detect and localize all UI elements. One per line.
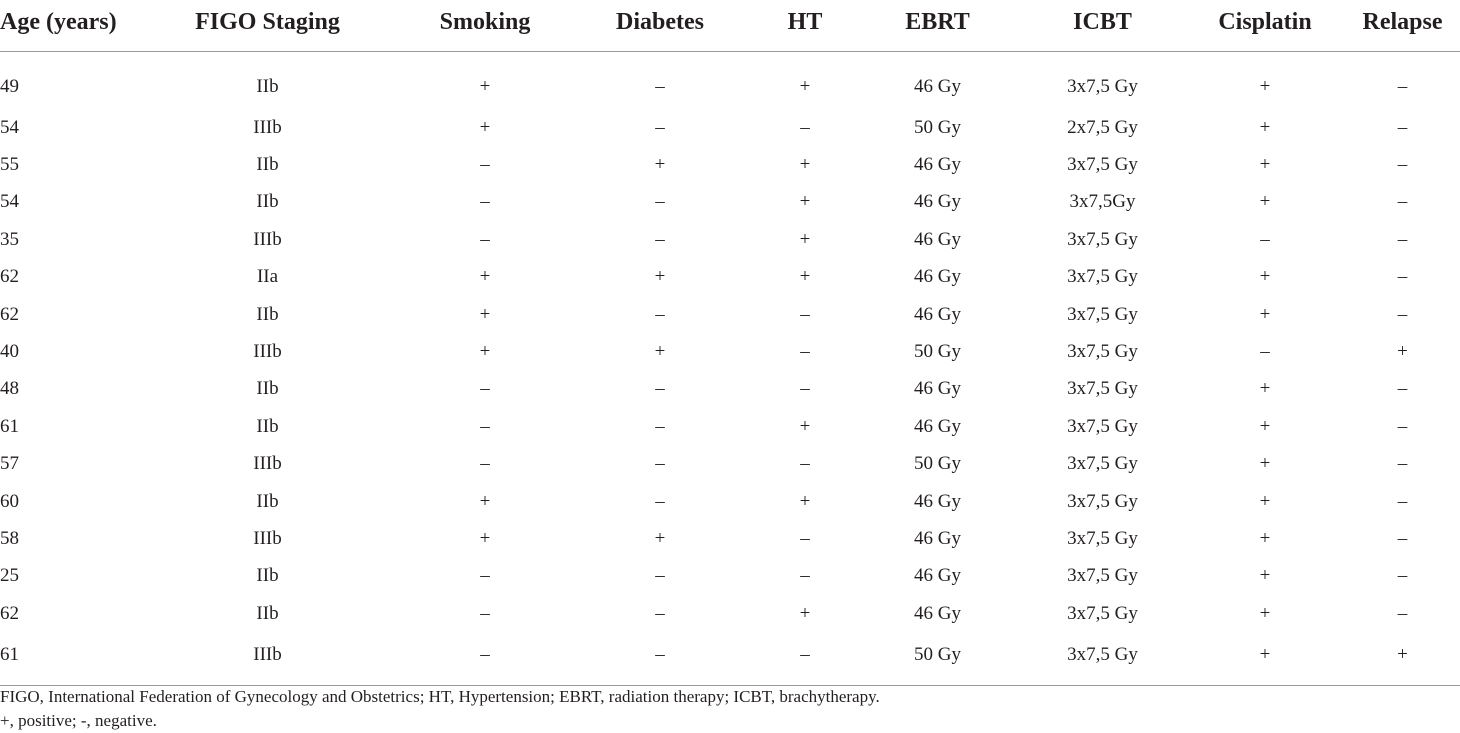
cell-ht: – xyxy=(800,341,810,363)
cell-age: 40 xyxy=(0,341,19,363)
cell-ebrt: 46 Gy xyxy=(914,490,961,512)
cell-age: 54 xyxy=(0,191,19,213)
header-relapse: Relapse xyxy=(1345,0,1460,52)
cell-diabetes: + xyxy=(654,154,666,176)
cell-relapse: – xyxy=(1397,75,1408,97)
cell-ebrt: 46 Gy xyxy=(914,565,961,587)
cell-icbt: 3x7,5 Gy xyxy=(1020,632,1185,686)
cell-ht: – xyxy=(800,453,810,475)
cell-ebrt: 46 Gy xyxy=(914,602,961,624)
cell-smoking: – xyxy=(480,565,490,587)
header-diabetes: Diabetes xyxy=(565,0,755,52)
cell-smoking: – xyxy=(480,602,490,624)
cell-relapse: – xyxy=(1397,303,1408,325)
cell-age: 35 xyxy=(0,228,19,250)
table-row xyxy=(0,558,1460,595)
cell-ht: + xyxy=(799,266,811,288)
cell-ebrt: 46 Gy xyxy=(914,154,961,176)
cell-cisplatin: + xyxy=(1259,75,1271,97)
cell-age: 58 xyxy=(0,527,19,549)
cell-cisplatin: + xyxy=(1259,415,1271,437)
cell-age: 62 xyxy=(0,266,19,288)
cell-smoking: + xyxy=(479,527,491,549)
cell-smoking: + xyxy=(479,490,491,512)
header-icbt: ICBT xyxy=(1020,0,1185,52)
cell-diabetes: – xyxy=(655,415,665,437)
header-ebrt: EBRT xyxy=(855,0,1020,52)
header-cisplatin: Cisplatin xyxy=(1185,0,1345,52)
cell-ht: – xyxy=(800,378,810,400)
cell-ebrt: 46 Gy xyxy=(914,266,961,288)
cell-ht: + xyxy=(799,75,811,97)
cell-diabetes: – xyxy=(655,378,665,400)
cell-figo-staging: IIb xyxy=(256,75,279,97)
cell-icbt: 3x7,5 Gy xyxy=(1067,75,1138,97)
cell-ht: – xyxy=(800,527,810,549)
cell-figo-staging: IIb xyxy=(256,303,279,325)
cell-icbt: 3x7,5 Gy xyxy=(1067,490,1138,512)
cell-cisplatin: + xyxy=(1259,602,1271,624)
cell-figo-staging: IIb xyxy=(256,415,279,437)
cell-diabetes: + xyxy=(654,527,666,549)
cell-ebrt: 46 Gy xyxy=(914,378,961,400)
cell-relapse: – xyxy=(1397,116,1408,138)
cell-icbt: 3x7,5 Gy xyxy=(1067,378,1138,400)
cell-smoking: – xyxy=(480,415,490,437)
cell-icbt: 3x7,5 Gy xyxy=(1067,303,1138,325)
cell-age: 48 xyxy=(0,378,19,400)
cell-age: 60 xyxy=(0,490,19,512)
cell-smoking: + xyxy=(479,75,491,97)
cell-ht: + xyxy=(799,228,811,250)
cell-relapse: + xyxy=(1345,632,1460,686)
table-row xyxy=(0,333,1460,370)
header-age: Age (years) xyxy=(0,0,130,52)
cell-cisplatin: + xyxy=(1259,303,1271,325)
table-row xyxy=(0,371,1460,408)
cell-diabetes: – xyxy=(655,565,665,587)
table-row xyxy=(0,109,1460,146)
cell-figo-staging: IIIb xyxy=(253,527,282,549)
cell-ebrt: 50 Gy xyxy=(914,341,961,363)
cell-icbt: 3x7,5 Gy xyxy=(1067,602,1138,624)
cell-smoking: – xyxy=(480,191,490,213)
cell-cisplatin: + xyxy=(1259,378,1271,400)
table-row xyxy=(0,632,1460,686)
cell-icbt: 3x7,5 Gy xyxy=(1067,453,1138,475)
cell-diabetes: + xyxy=(654,266,666,288)
cell-relapse: – xyxy=(1397,191,1408,213)
cell-relapse: – xyxy=(1397,527,1408,549)
cell-cisplatin: – xyxy=(1260,341,1270,363)
header-ht: HT xyxy=(755,0,855,52)
cell-icbt: 3x7,5 Gy xyxy=(1067,527,1138,549)
cell-diabetes: – xyxy=(655,116,665,138)
cell-cisplatin: + xyxy=(1259,565,1271,587)
cell-age: 62 xyxy=(0,303,19,325)
table-row xyxy=(0,446,1460,483)
cell-icbt: 3x7,5Gy xyxy=(1069,191,1136,213)
cell-ebrt: 46 Gy xyxy=(914,303,961,325)
cell-cisplatin: + xyxy=(1259,527,1271,549)
cell-cisplatin: + xyxy=(1259,490,1271,512)
cell-relapse: – xyxy=(1397,415,1408,437)
cell-figo-staging: IIb xyxy=(256,191,279,213)
cell-relapse: – xyxy=(1397,266,1408,288)
cell-relapse: – xyxy=(1397,453,1408,475)
cell-cisplatin: + xyxy=(1259,191,1271,213)
cell-icbt: 3x7,5 Gy xyxy=(1067,154,1138,176)
table-row xyxy=(0,184,1460,221)
cell-smoking: + xyxy=(479,303,491,325)
cell-cisplatin: + xyxy=(1259,116,1271,138)
cell-figo-staging: IIIb xyxy=(253,453,282,475)
cell-icbt: 2x7,5 Gy xyxy=(1067,116,1138,138)
cell-age: 25 xyxy=(0,565,19,587)
cell-figo-staging: IIb xyxy=(256,154,279,176)
cell-smoking: – xyxy=(480,378,490,400)
cell-age: 49 xyxy=(0,75,19,97)
cell-icbt: 3x7,5 Gy xyxy=(1067,415,1138,437)
table-row xyxy=(0,259,1460,296)
cell-figo-staging: IIIb xyxy=(253,228,282,250)
cell-age: 55 xyxy=(0,154,19,176)
cell-icbt: 3x7,5 Gy xyxy=(1067,565,1138,587)
cell-figo-staging: IIb xyxy=(256,602,279,624)
table-header-row xyxy=(0,0,1460,52)
cell-icbt: 3x7,5 Gy xyxy=(1067,341,1138,363)
cell-relapse: – xyxy=(1397,228,1408,250)
cell-cisplatin: + xyxy=(1185,632,1345,686)
cell-figo-staging: IIb xyxy=(256,490,279,512)
table-row xyxy=(0,296,1460,333)
cell-ebrt: 46 Gy xyxy=(914,75,961,97)
table-row xyxy=(0,146,1460,183)
cell-smoking: + xyxy=(479,116,491,138)
cell-diabetes: – xyxy=(655,75,665,97)
cell-cisplatin: – xyxy=(1260,228,1270,250)
cell-ebrt: 46 Gy xyxy=(914,228,961,250)
cell-ht: + xyxy=(799,490,811,512)
cell-figo-staging: IIa xyxy=(256,266,279,288)
cell-ht: – xyxy=(800,303,810,325)
cell-age: 57 xyxy=(0,453,19,475)
table-row xyxy=(0,520,1460,557)
cell-ebrt: 50 Gy xyxy=(914,453,961,475)
cell-cisplatin: + xyxy=(1259,266,1271,288)
cell-diabetes: – xyxy=(655,453,665,475)
cell-figo-staging: IIIb xyxy=(253,341,282,363)
footnote-abbreviations: FIGO, International Federation of Gynecology and Obstetrics; HT, Hypertension; EBRT, radiation therapy; ICBT, brachytherapy. xyxy=(0,687,880,706)
cell-ht: – xyxy=(755,632,855,686)
cell-ebrt: 50 Gy xyxy=(914,116,961,138)
cell-diabetes: + xyxy=(654,341,666,363)
cell-icbt: 3x7,5 Gy xyxy=(1067,266,1138,288)
cell-figo-staging: IIb xyxy=(256,378,279,400)
cell-ebrt: 46 Gy xyxy=(914,527,961,549)
cell-ebrt: 46 Gy xyxy=(914,191,961,213)
cell-ht: – xyxy=(800,116,810,138)
table-row xyxy=(0,408,1460,445)
cell-relapse: – xyxy=(1397,565,1408,587)
cell-diabetes: – xyxy=(565,632,755,686)
cell-diabetes: – xyxy=(655,490,665,512)
cell-smoking: – xyxy=(480,154,490,176)
cell-smoking: – xyxy=(480,453,490,475)
cell-age: 54 xyxy=(0,116,19,138)
cell-ht: – xyxy=(800,565,810,587)
header-smoking: Smoking xyxy=(405,0,565,52)
cell-cisplatin: + xyxy=(1259,154,1271,176)
cell-ht: + xyxy=(799,154,811,176)
cell-diabetes: – xyxy=(655,191,665,213)
cell-relapse: – xyxy=(1397,602,1408,624)
cell-figo-staging: IIIb xyxy=(253,116,282,138)
cell-ht: + xyxy=(799,191,811,213)
cell-age: 62 xyxy=(0,602,19,624)
cell-diabetes: – xyxy=(655,228,665,250)
cell-relapse: – xyxy=(1397,154,1408,176)
cell-ht: + xyxy=(799,415,811,437)
footnote-legend: +, positive; -, negative. xyxy=(0,711,157,730)
cell-ebrt: 50 Gy xyxy=(855,632,1020,686)
table-row xyxy=(0,483,1460,520)
table-row xyxy=(0,595,1460,632)
cell-diabetes: – xyxy=(655,303,665,325)
cell-figo-staging: IIIb xyxy=(130,632,405,686)
cell-figo-staging: IIb xyxy=(256,565,279,587)
cell-relapse: – xyxy=(1397,490,1408,512)
cell-relapse: – xyxy=(1397,378,1408,400)
table-row xyxy=(0,221,1460,258)
cell-cisplatin: + xyxy=(1259,453,1271,475)
cell-icbt: 3x7,5 Gy xyxy=(1067,228,1138,250)
cell-relapse: + xyxy=(1397,341,1408,363)
cell-smoking: + xyxy=(479,266,491,288)
header-figo-staging: FIGO Staging xyxy=(130,0,405,52)
cell-smoking: – xyxy=(480,228,490,250)
table-row xyxy=(0,52,1460,110)
cell-smoking: + xyxy=(479,341,491,363)
cell-diabetes: – xyxy=(655,602,665,624)
cell-smoking: – xyxy=(405,632,565,686)
cell-age: 61 xyxy=(0,632,130,686)
cell-ht: + xyxy=(799,602,811,624)
cell-age: 61 xyxy=(0,415,19,437)
cell-ebrt: 46 Gy xyxy=(914,415,961,437)
